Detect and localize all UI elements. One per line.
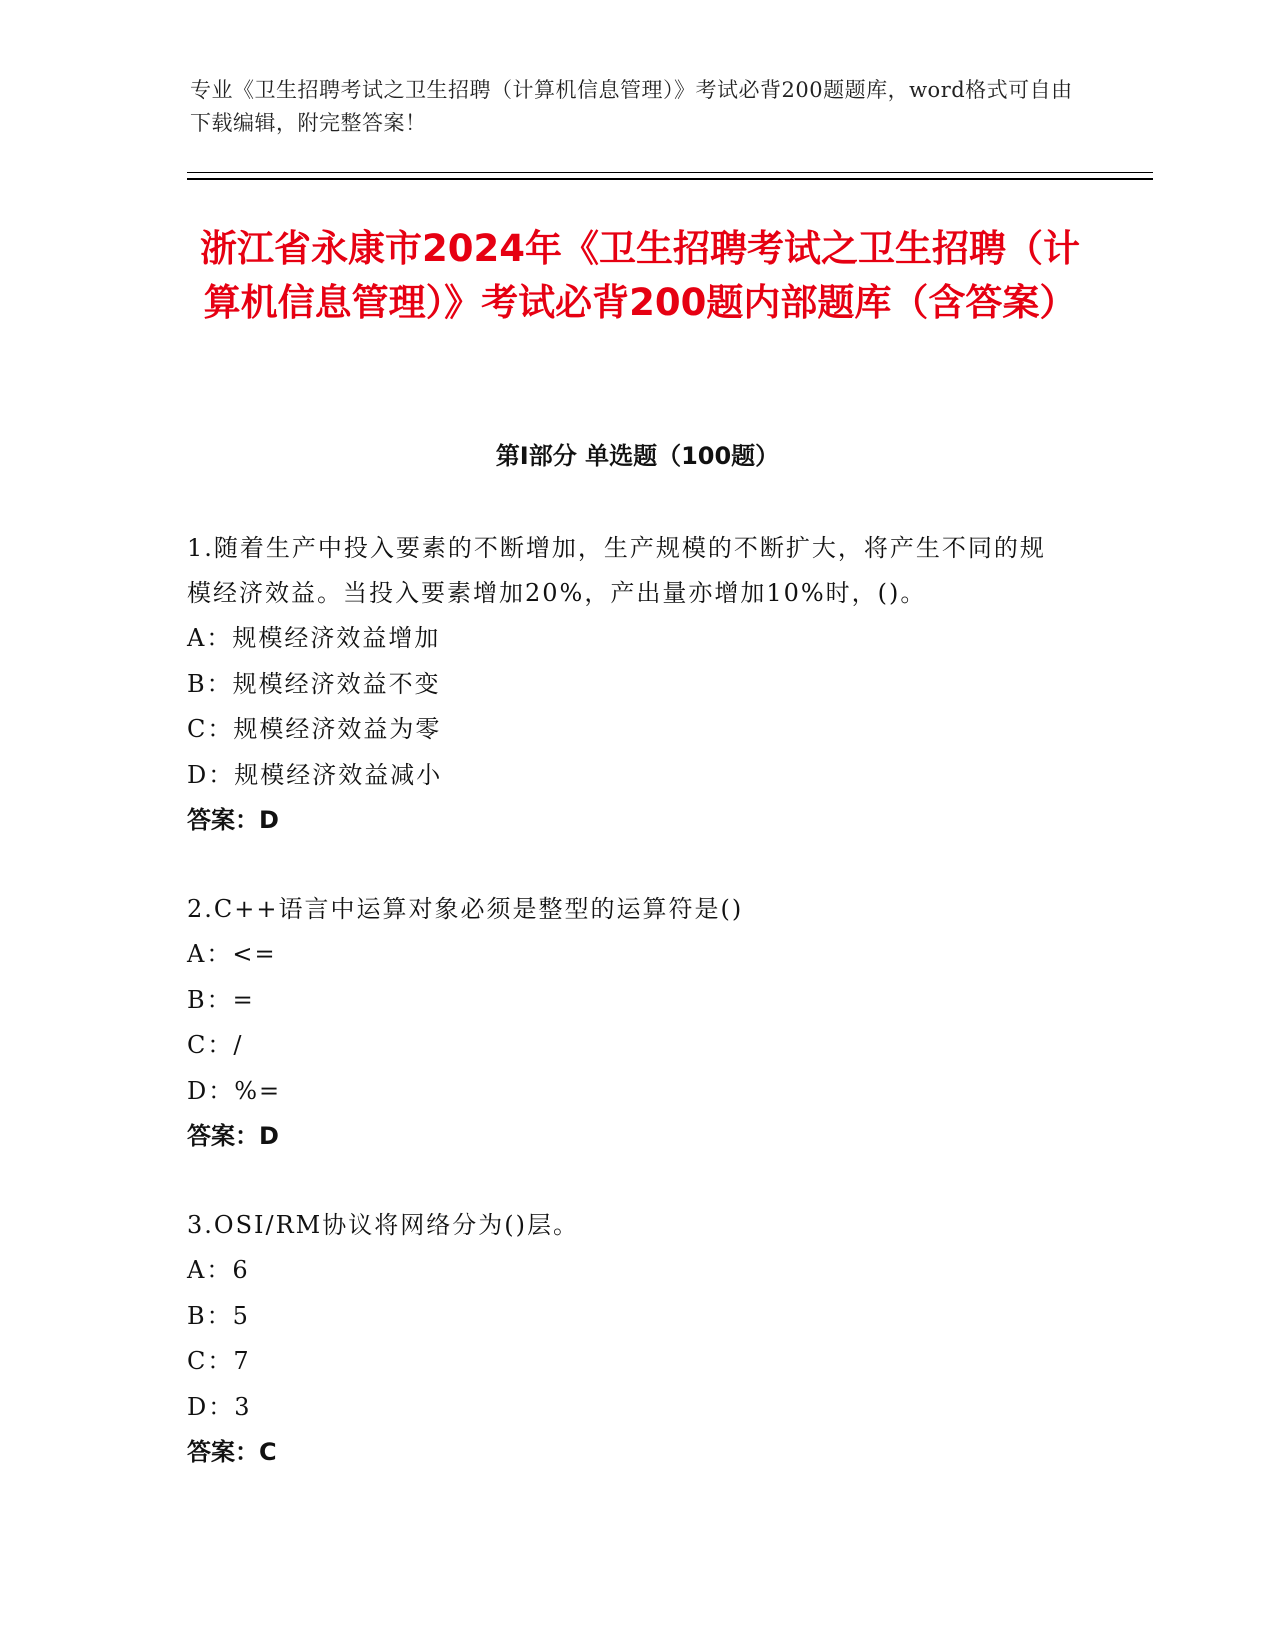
question-stem: 3.OSI/RM协议将网络分为()层。 [187,1211,579,1239]
question-stem: 1.随着生产中投入要素的不断增加，生产规模的不断扩大，将产生不同的规模经济效益。当投入要素增加20%，产出量亦增加10%时，()。 [187,534,1046,607]
option-d: D：规模经济效益减小 [187,760,443,789]
option-b: B：= [187,985,255,1014]
document-title: 浙江省永康市2024年《卫生招聘考试之卫生招聘（计算机信息管理）》考试必背200题内部题库（含答案） [200,227,1080,324]
option-a: A：6 [187,1256,250,1284]
header-divider-thick [187,178,1153,180]
option-c: C：规模经济效益为零 [187,715,442,743]
option-a: A：<= [187,940,277,968]
option-a: A：规模经济效益增加 [187,624,441,652]
option-d: D：%= [187,1076,282,1105]
answer-line: 答案：D [187,806,279,834]
question-1 [187,526,1067,843]
question-list [187,526,1067,1519]
question-2 [187,887,1067,1159]
section-heading: 第Ⅰ部分 单选题（100题） [495,442,780,470]
option-c: C：7 [187,1347,251,1375]
option-b: B：规模经济效益不变 [187,669,441,698]
header-divider-thin [187,172,1153,173]
answer-line: 答案：D [187,1122,279,1150]
header-note: 专业《卫生招聘考试之卫生招聘（计算机信息管理）》考试必背200题题库，word格式可自由下载编辑，附完整答案！ [190,78,1073,135]
option-d: D：3 [187,1392,252,1421]
question-stem: 2.C++语言中运算对象必须是整型的运算符是() [187,895,744,923]
question-3 [187,1203,1067,1475]
option-c: C：/ [187,1031,244,1059]
option-b: B：5 [187,1301,250,1330]
answer-line: 答案：C [187,1438,277,1466]
